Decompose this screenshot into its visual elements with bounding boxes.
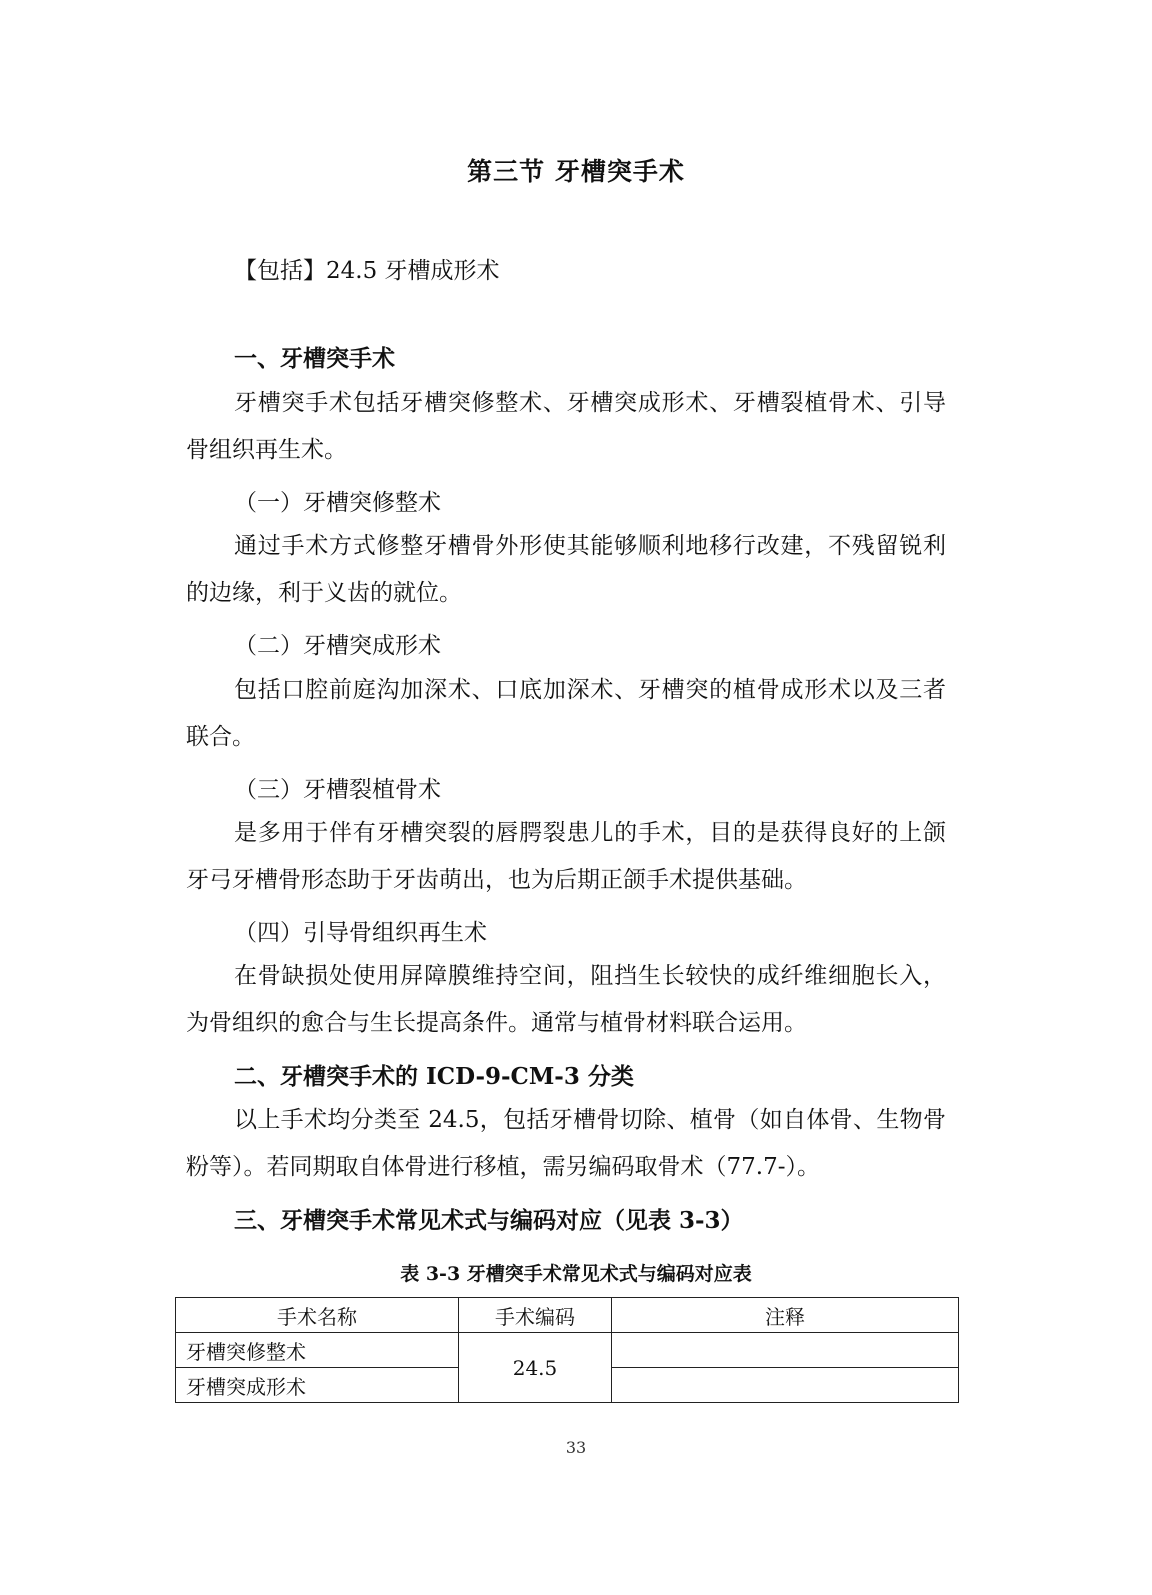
include-line: 【包括】24.5 牙槽成形术 — [234, 258, 500, 284]
subheading-3: （三）牙槽裂植骨术 — [234, 777, 441, 803]
cell-notes — [612, 1368, 959, 1403]
header-notes: 注释 — [612, 1298, 959, 1333]
subheading-1: （一）牙槽突修整术 — [234, 490, 441, 516]
subheading-4: （四）引导骨组织再生术 — [234, 920, 487, 946]
table-header-row — [176, 1298, 959, 1333]
cell-procedure-name: 牙槽突成形术 — [176, 1368, 459, 1403]
table-row — [176, 1333, 959, 1368]
page-number: 33 — [565, 1438, 587, 1457]
heading-1: 一、牙槽突手术 — [234, 345, 395, 372]
cell-notes — [612, 1333, 959, 1368]
paragraph-3: 包括口腔前庭沟加深术、口底加深术、牙槽突的植骨成形术以及三者联合。 — [186, 677, 946, 750]
table-caption: 表 3-3 牙槽突手术常见术式与编码对应表 — [400, 1263, 752, 1285]
header-procedure-name: 手术名称 — [176, 1298, 459, 1333]
cell-procedure-name: 牙槽突修整术 — [176, 1333, 459, 1368]
heading-3: 三、牙槽突手术常见术式与编码对应（见表 3-3） — [234, 1207, 744, 1234]
header-procedure-code: 手术编码 — [459, 1298, 612, 1333]
section-title: 第三节 牙槽突手术 — [467, 157, 685, 186]
paragraph-5: 在骨缺损处使用屏障膜维持空间，阻挡生长较快的成纤维细胞长入，为骨组织的愈合与生长提高条件。通常与植骨材料联合运用。 — [186, 963, 946, 1036]
procedure-code-table — [175, 1297, 959, 1403]
paragraph-1: 牙槽突手术包括牙槽突修整术、牙槽突成形术、牙槽裂植骨术、引导骨组织再生术。 — [186, 390, 946, 463]
heading-2: 二、牙槽突手术的 ICD-9-CM-3 分类 — [234, 1063, 634, 1090]
paragraph-6: 以上手术均分类至 24.5，包括牙槽骨切除、植骨（如自体骨、生物骨粉等）。若同期取自体骨进行移植，需另编码取骨术（77.7-）。 — [186, 1107, 946, 1180]
paragraph-4: 是多用于伴有牙槽突裂的唇腭裂患儿的手术，目的是获得良好的上颌牙弓牙槽骨形态助于牙齿萌出，也为后期正颌手术提供基础。 — [186, 820, 946, 893]
subheading-2: （二）牙槽突成形术 — [234, 633, 441, 659]
paragraph-2: 通过手术方式修整牙槽骨外形使其能够顺利地移行改建，不残留锐利的边缘，利于义齿的就位。 — [186, 533, 946, 606]
cell-procedure-code: 24.5 — [459, 1333, 612, 1403]
